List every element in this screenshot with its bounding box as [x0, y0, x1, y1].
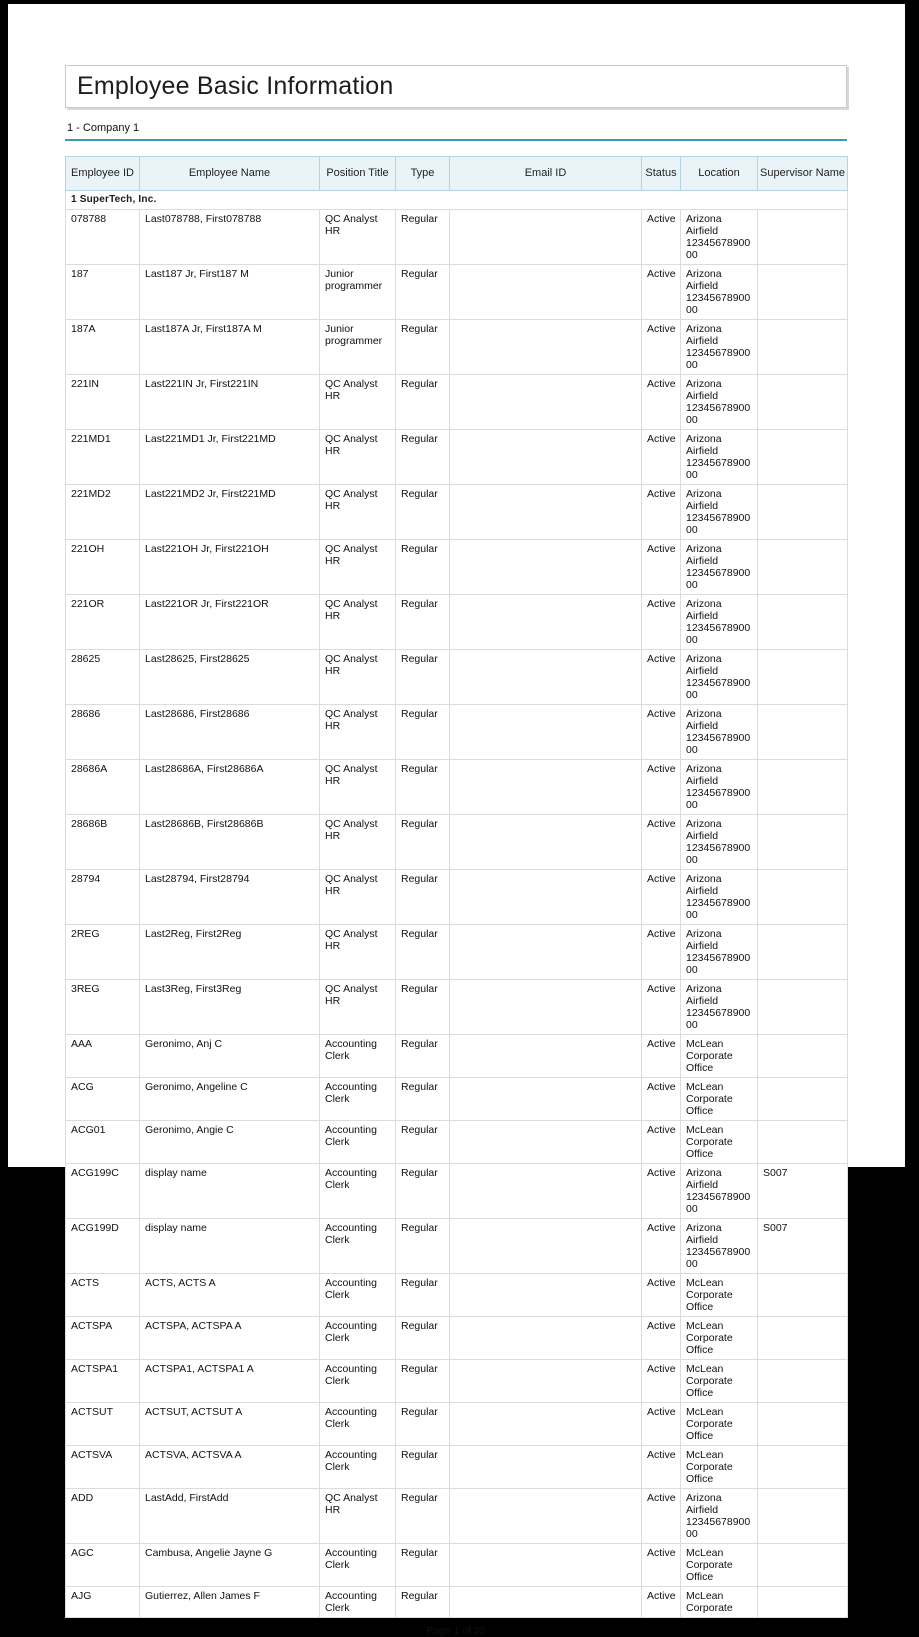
cell-email-id: [450, 1035, 642, 1078]
cell-location: McLean Corporate Office: [681, 1544, 758, 1587]
cell-type: Regular: [396, 760, 450, 815]
cell-email-id: [450, 1446, 642, 1489]
cell-type: Regular: [396, 540, 450, 595]
cell-position-title: QC Analyst HR: [320, 870, 396, 925]
cell-supervisor-name: [758, 320, 848, 375]
cell-supervisor-name: [758, 815, 848, 870]
column-header-status: Status: [642, 157, 681, 191]
cell-status: Active: [642, 375, 681, 430]
employee-table: [65, 156, 848, 1618]
table-row: [66, 1078, 848, 1121]
table-row: [66, 815, 848, 870]
cell-supervisor-name: [758, 705, 848, 760]
cell-location: Arizona Airfield 1234567890000: [681, 1164, 758, 1219]
cell-type: Regular: [396, 1078, 450, 1121]
cell-status: Active: [642, 1587, 681, 1618]
cell-employee-id: ACG199D: [66, 1219, 140, 1274]
cell-position-title: QC Analyst HR: [320, 980, 396, 1035]
page-title: Employee Basic Information: [77, 72, 394, 100]
cell-position-title: Accounting Clerk: [320, 1035, 396, 1078]
cell-position-title: Junior programmer: [320, 265, 396, 320]
cell-email-id: [450, 1403, 642, 1446]
cell-status: Active: [642, 430, 681, 485]
cell-email-id: [450, 980, 642, 1035]
cell-email-id: [450, 210, 642, 265]
report-title-box: [65, 65, 847, 108]
cell-supervisor-name: [758, 1489, 848, 1544]
cell-email-id: [450, 650, 642, 705]
cell-employee-id: 078788: [66, 210, 140, 265]
cell-employee-name: Last221IN Jr, First221IN: [140, 375, 320, 430]
cell-type: Regular: [396, 1403, 450, 1446]
cell-employee-name: ACTSPA, ACTSPA A: [140, 1317, 320, 1360]
cell-status: Active: [642, 815, 681, 870]
cell-position-title: Accounting Clerk: [320, 1544, 396, 1587]
cell-employee-id: 2REG: [66, 925, 140, 980]
cell-employee-name: display name: [140, 1164, 320, 1219]
cell-location: Arizona Airfield 1234567890000: [681, 265, 758, 320]
cell-status: Active: [642, 1219, 681, 1274]
cell-employee-id: 221MD1: [66, 430, 140, 485]
cell-employee-id: 221OH: [66, 540, 140, 595]
cell-email-id: [450, 1360, 642, 1403]
cell-status: Active: [642, 595, 681, 650]
cell-type: Regular: [396, 705, 450, 760]
cell-position-title: Accounting Clerk: [320, 1121, 396, 1164]
cell-type: Regular: [396, 1164, 450, 1219]
cell-type: Regular: [396, 210, 450, 265]
table-row: [66, 1317, 848, 1360]
cell-email-id: [450, 870, 642, 925]
cell-location: McLean Corporate: [681, 1587, 758, 1618]
cell-type: Regular: [396, 265, 450, 320]
cell-type: Regular: [396, 375, 450, 430]
cell-position-title: Junior programmer: [320, 320, 396, 375]
company-section-label: 1 SuperTech, Inc.: [66, 191, 848, 210]
cell-type: Regular: [396, 925, 450, 980]
cell-location: Arizona Airfield 1234567890000: [681, 870, 758, 925]
cell-status: Active: [642, 1121, 681, 1164]
cell-status: Active: [642, 1489, 681, 1544]
cell-type: Regular: [396, 430, 450, 485]
cell-location: McLean Corporate Office: [681, 1317, 758, 1360]
cell-position-title: QC Analyst HR: [320, 1489, 396, 1544]
cell-position-title: Accounting Clerk: [320, 1360, 396, 1403]
table-body: [66, 191, 848, 1618]
cell-position-title: QC Analyst HR: [320, 210, 396, 265]
report-page: [8, 4, 905, 1637]
cell-location: Arizona Airfield 1234567890000: [681, 705, 758, 760]
cell-employee-id: 28686: [66, 705, 140, 760]
cell-employee-id: ACTSUT: [66, 1403, 140, 1446]
cell-location: Arizona Airfield 1234567890000: [681, 540, 758, 595]
cell-type: Regular: [396, 1121, 450, 1164]
cell-supervisor-name: [758, 1121, 848, 1164]
cell-employee-name: Cambusa, Angelie Jayne G: [140, 1544, 320, 1587]
table-row: [66, 320, 848, 375]
cell-email-id: [450, 540, 642, 595]
cell-status: Active: [642, 485, 681, 540]
cell-type: Regular: [396, 595, 450, 650]
table-row: [66, 595, 848, 650]
cell-employee-name: Last221MD1 Jr, First221MD: [140, 430, 320, 485]
cell-employee-name: Gutierrez, Allen James F: [140, 1587, 320, 1618]
cell-supervisor-name: [758, 980, 848, 1035]
cell-supervisor-name: [758, 1360, 848, 1403]
cell-supervisor-name: S007: [758, 1219, 848, 1274]
cell-status: Active: [642, 540, 681, 595]
cell-location: McLean Corporate Office: [681, 1035, 758, 1078]
cell-email-id: [450, 430, 642, 485]
cell-position-title: QC Analyst HR: [320, 815, 396, 870]
cell-position-title: Accounting Clerk: [320, 1219, 396, 1274]
cell-position-title: QC Analyst HR: [320, 760, 396, 815]
cell-employee-id: ACTSPA: [66, 1317, 140, 1360]
cell-position-title: Accounting Clerk: [320, 1446, 396, 1489]
cell-location: Arizona Airfield 1234567890000: [681, 980, 758, 1035]
cell-type: Regular: [396, 1489, 450, 1544]
cell-type: Regular: [396, 980, 450, 1035]
table-row: [66, 705, 848, 760]
table-row: [66, 1121, 848, 1164]
cell-email-id: [450, 815, 642, 870]
table-row: [66, 1489, 848, 1544]
cell-employee-id: 221IN: [66, 375, 140, 430]
cell-email-id: [450, 1164, 642, 1219]
cell-supervisor-name: [758, 595, 848, 650]
cell-supervisor-name: [758, 760, 848, 815]
cell-position-title: QC Analyst HR: [320, 430, 396, 485]
cell-supervisor-name: [758, 485, 848, 540]
cell-position-title: QC Analyst HR: [320, 925, 396, 980]
cell-location: McLean Corporate Office: [681, 1121, 758, 1164]
cell-employee-id: 221OR: [66, 595, 140, 650]
report-content: [65, 65, 847, 1637]
cell-employee-name: Last2Reg, First2Reg: [140, 925, 320, 980]
cell-status: Active: [642, 1164, 681, 1219]
cell-status: Active: [642, 210, 681, 265]
cell-supervisor-name: [758, 1403, 848, 1446]
table-row: [66, 1587, 848, 1618]
table-row: [66, 1446, 848, 1489]
cell-email-id: [450, 1587, 642, 1618]
cell-employee-name: Geronimo, Angie C: [140, 1121, 320, 1164]
cell-employee-name: Last3Reg, First3Reg: [140, 980, 320, 1035]
cell-supervisor-name: [758, 375, 848, 430]
cell-location: McLean Corporate Office: [681, 1403, 758, 1446]
cell-location: Arizona Airfield 1234567890000: [681, 485, 758, 540]
table-row: [66, 1360, 848, 1403]
cell-type: Regular: [396, 1274, 450, 1317]
cell-status: Active: [642, 650, 681, 705]
table-row: [66, 375, 848, 430]
cell-employee-name: Last221OH Jr, First221OH: [140, 540, 320, 595]
cell-location: Arizona Airfield 1234567890000: [681, 210, 758, 265]
cell-type: Regular: [396, 815, 450, 870]
cell-position-title: QC Analyst HR: [320, 540, 396, 595]
cell-employee-name: Last221MD2 Jr, First221MD: [140, 485, 320, 540]
cell-position-title: QC Analyst HR: [320, 485, 396, 540]
cell-employee-id: 187A: [66, 320, 140, 375]
cell-type: Regular: [396, 1035, 450, 1078]
table-row: [66, 650, 848, 705]
column-header-position-title: Position Title: [320, 157, 396, 191]
cell-employee-id: AJG: [66, 1587, 140, 1618]
cell-email-id: [450, 1219, 642, 1274]
cell-employee-id: 28625: [66, 650, 140, 705]
cell-type: Regular: [396, 1587, 450, 1618]
cell-employee-name: Last28794, First28794: [140, 870, 320, 925]
cell-email-id: [450, 705, 642, 760]
table-row: [66, 1035, 848, 1078]
cell-employee-name: ACTSVA, ACTSVA A: [140, 1446, 320, 1489]
cell-supervisor-name: [758, 1446, 848, 1489]
column-header-employee-id: Employee ID: [66, 157, 140, 191]
table-row: [66, 540, 848, 595]
cell-supervisor-name: [758, 1274, 848, 1317]
table-row: [66, 1164, 848, 1219]
table-row: [66, 925, 848, 980]
company-group-label: 1 - Company 1: [65, 122, 847, 141]
cell-employee-id: ACTS: [66, 1274, 140, 1317]
cell-position-title: Accounting Clerk: [320, 1078, 396, 1121]
cell-employee-id: AGC: [66, 1544, 140, 1587]
cell-location: Arizona Airfield 1234567890000: [681, 760, 758, 815]
cell-status: Active: [642, 320, 681, 375]
cell-email-id: [450, 1274, 642, 1317]
cell-employee-name: LastAdd, FirstAdd: [140, 1489, 320, 1544]
cell-status: Active: [642, 1317, 681, 1360]
cell-location: Arizona Airfield 1234567890000: [681, 925, 758, 980]
cell-supervisor-name: [758, 265, 848, 320]
cell-status: Active: [642, 870, 681, 925]
cell-email-id: [450, 1489, 642, 1544]
cell-employee-name: Last187A Jr, First187A M: [140, 320, 320, 375]
cell-position-title: QC Analyst HR: [320, 595, 396, 650]
cell-employee-name: ACTS, ACTS A: [140, 1274, 320, 1317]
cell-type: Regular: [396, 870, 450, 925]
column-header-email-id: Email ID: [450, 157, 642, 191]
cell-status: Active: [642, 1274, 681, 1317]
cell-status: Active: [642, 760, 681, 815]
cell-employee-id: ACG01: [66, 1121, 140, 1164]
column-header-location: Location: [681, 157, 758, 191]
cell-employee-name: display name: [140, 1219, 320, 1274]
cell-status: Active: [642, 1360, 681, 1403]
cell-supervisor-name: S007: [758, 1164, 848, 1219]
cell-position-title: Accounting Clerk: [320, 1164, 396, 1219]
cell-supervisor-name: [758, 210, 848, 265]
cell-supervisor-name: [758, 1035, 848, 1078]
cell-email-id: [450, 925, 642, 980]
cell-status: Active: [642, 1035, 681, 1078]
column-header-type: Type: [396, 157, 450, 191]
cell-employee-id: AAA: [66, 1035, 140, 1078]
cell-email-id: [450, 1121, 642, 1164]
cell-employee-name: Last28625, First28625: [140, 650, 320, 705]
cell-email-id: [450, 265, 642, 320]
column-header-employee-name: Employee Name: [140, 157, 320, 191]
cell-employee-id: ACG: [66, 1078, 140, 1121]
cell-supervisor-name: [758, 870, 848, 925]
cell-type: Regular: [396, 1446, 450, 1489]
cell-employee-id: 28686B: [66, 815, 140, 870]
cell-employee-name: Last28686B, First28686B: [140, 815, 320, 870]
cell-employee-name: Last078788, First078788: [140, 210, 320, 265]
cell-status: Active: [642, 980, 681, 1035]
cell-location: Arizona Airfield 1234567890000: [681, 1489, 758, 1544]
cell-supervisor-name: [758, 1587, 848, 1618]
table-row: [66, 210, 848, 265]
table-row: [66, 1219, 848, 1274]
table-row: [66, 485, 848, 540]
cell-status: Active: [642, 925, 681, 980]
cell-employee-name: Last187 Jr, First187 M: [140, 265, 320, 320]
table-header: [66, 157, 848, 191]
cell-supervisor-name: [758, 650, 848, 705]
cell-employee-id: 28686A: [66, 760, 140, 815]
cell-location: Arizona Airfield 1234567890000: [681, 375, 758, 430]
cell-location: Arizona Airfield 1234567890000: [681, 650, 758, 705]
table-row: [66, 430, 848, 485]
cell-position-title: QC Analyst HR: [320, 375, 396, 430]
cell-location: McLean Corporate Office: [681, 1274, 758, 1317]
cell-status: Active: [642, 705, 681, 760]
cell-employee-id: 221MD2: [66, 485, 140, 540]
cell-supervisor-name: [758, 1078, 848, 1121]
cell-employee-name: Last28686A, First28686A: [140, 760, 320, 815]
table-row: [66, 980, 848, 1035]
cell-email-id: [450, 1544, 642, 1587]
company-section-row: [66, 191, 848, 210]
cell-type: Regular: [396, 650, 450, 705]
cell-supervisor-name: [758, 540, 848, 595]
cell-employee-id: 187: [66, 265, 140, 320]
cell-location: McLean Corporate Office: [681, 1360, 758, 1403]
cell-employee-id: ADD: [66, 1489, 140, 1544]
table-row: [66, 1544, 848, 1587]
cell-position-title: Accounting Clerk: [320, 1317, 396, 1360]
cell-location: Arizona Airfield 1234567890000: [681, 595, 758, 650]
cell-type: Regular: [396, 1544, 450, 1587]
cell-employee-name: Geronimo, Anj C: [140, 1035, 320, 1078]
page-footer: Page 1 of 25: [426, 1625, 486, 1637]
cell-email-id: [450, 485, 642, 540]
cell-employee-id: 28794: [66, 870, 140, 925]
cell-position-title: QC Analyst HR: [320, 650, 396, 705]
cell-supervisor-name: [758, 430, 848, 485]
cell-employee-name: ACTSUT, ACTSUT A: [140, 1403, 320, 1446]
cell-email-id: [450, 595, 642, 650]
cell-supervisor-name: [758, 1544, 848, 1587]
cell-type: Regular: [396, 320, 450, 375]
cell-position-title: Accounting Clerk: [320, 1403, 396, 1446]
cell-employee-id: 3REG: [66, 980, 140, 1035]
cell-employee-id: ACTSPA1: [66, 1360, 140, 1403]
cell-email-id: [450, 1078, 642, 1121]
cell-type: Regular: [396, 1219, 450, 1274]
cell-position-title: Accounting Clerk: [320, 1274, 396, 1317]
cell-supervisor-name: [758, 925, 848, 980]
cell-supervisor-name: [758, 1317, 848, 1360]
cell-status: Active: [642, 1403, 681, 1446]
cell-email-id: [450, 1317, 642, 1360]
cell-status: Active: [642, 1078, 681, 1121]
cell-location: McLean Corporate Office: [681, 1446, 758, 1489]
cell-type: Regular: [396, 1360, 450, 1403]
table-row: [66, 265, 848, 320]
cell-email-id: [450, 760, 642, 815]
cell-location: Arizona Airfield 1234567890000: [681, 1219, 758, 1274]
cell-status: Active: [642, 265, 681, 320]
cell-status: Active: [642, 1544, 681, 1587]
column-header-supervisor-name: Supervisor Name: [758, 157, 848, 191]
cell-location: Arizona Airfield 1234567890000: [681, 815, 758, 870]
table-row: [66, 870, 848, 925]
cell-employee-name: ACTSPA1, ACTSPA1 A: [140, 1360, 320, 1403]
cell-location: Arizona Airfield 1234567890000: [681, 320, 758, 375]
cell-type: Regular: [396, 485, 450, 540]
cell-email-id: [450, 375, 642, 430]
cell-type: Regular: [396, 1317, 450, 1360]
cell-employee-name: Geronimo, Angeline C: [140, 1078, 320, 1121]
cell-employee-id: ACG199C: [66, 1164, 140, 1219]
cell-employee-name: Last221OR Jr, First221OR: [140, 595, 320, 650]
cell-employee-name: Last28686, First28686: [140, 705, 320, 760]
cell-position-title: Accounting Clerk: [320, 1587, 396, 1618]
cell-location: McLean Corporate Office: [681, 1078, 758, 1121]
table-row: [66, 1274, 848, 1317]
cell-email-id: [450, 320, 642, 375]
cell-employee-id: ACTSVA: [66, 1446, 140, 1489]
table-row: [66, 1403, 848, 1446]
table-row: [66, 760, 848, 815]
cell-status: Active: [642, 1446, 681, 1489]
cell-location: Arizona Airfield 1234567890000: [681, 430, 758, 485]
cell-position-title: QC Analyst HR: [320, 705, 396, 760]
